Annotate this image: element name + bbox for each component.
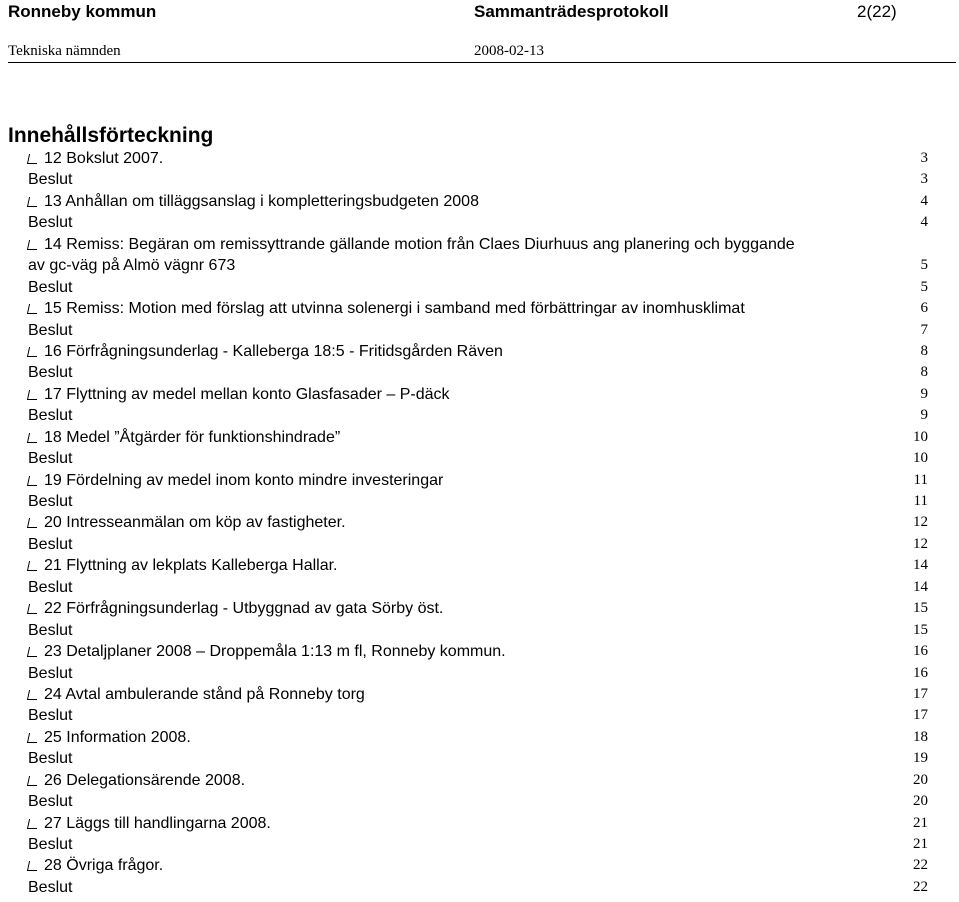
toc-entry-text xyxy=(28,341,503,362)
toc-entry-page: 14 xyxy=(913,557,928,574)
toc-entry-page: 15 xyxy=(913,621,928,638)
page-number: 2(22) xyxy=(857,2,897,21)
toc-section-entry[interactable] xyxy=(28,341,928,362)
toc-entry-label: 25 Information 2008. xyxy=(44,728,191,746)
toc-entry-label: Beslut xyxy=(28,878,73,896)
toc-entry-page: 5 xyxy=(920,278,928,295)
toc-section-entry[interactable] xyxy=(28,234,928,255)
section-mark-icon xyxy=(27,347,39,357)
toc-entry[interactable] xyxy=(28,320,928,341)
toc-entry-label: Beslut xyxy=(28,214,73,232)
toc-entry-label: Beslut xyxy=(28,750,73,768)
toc-section-entry[interactable] xyxy=(28,148,928,169)
toc-entry-text xyxy=(28,277,72,298)
document-type: Sammanträdesprotokoll xyxy=(474,2,669,21)
toc-entry-label: Beslut xyxy=(28,321,73,339)
toc-entry-label: 27 Läggs till handlingarna 2008. xyxy=(44,814,271,832)
toc-entry-label: 16 Förfrågningsunderlag - Kalleberga 18:5 - Fritidsgården Räven xyxy=(44,342,503,360)
toc-entry-page: 10 xyxy=(913,450,928,467)
toc-entry-text xyxy=(28,748,72,769)
toc-entry[interactable] xyxy=(28,705,928,726)
toc-entry-label: Beslut xyxy=(28,793,73,811)
toc-entry-label: 12 Bokslut 2007. xyxy=(44,150,164,167)
toc-entry-page: 22 xyxy=(913,857,928,874)
toc-section-entry[interactable] xyxy=(28,384,928,405)
toc-entry[interactable] xyxy=(28,834,928,855)
toc-section-entry[interactable] xyxy=(28,298,928,319)
toc-entry-label: av gc-väg på Almö vägnr 673 xyxy=(28,257,236,275)
toc-entry-text xyxy=(28,598,443,619)
toc-entry-page: 21 xyxy=(913,836,928,852)
toc-entry-label: 15 Remiss: Motion med förslag att utvinna solenergi i samband med förbättringar av inomhusklimat xyxy=(44,300,745,318)
toc-entry-page: 4 xyxy=(920,192,928,209)
toc-entry-page: 6 xyxy=(920,300,928,317)
table-of-contents xyxy=(28,148,928,898)
toc-entry[interactable] xyxy=(28,491,928,512)
toc-section-entry[interactable] xyxy=(28,598,928,619)
toc-entry-page: 5 xyxy=(920,257,928,274)
toc-entry-text xyxy=(28,470,443,491)
toc-entry-text xyxy=(28,877,72,898)
toc-entry-page: 15 xyxy=(913,600,928,617)
section-mark-icon xyxy=(27,733,39,743)
toc-entry-text xyxy=(28,684,365,705)
toc-entry-text xyxy=(28,384,450,405)
toc-entry-label: 28 Övriga frågor. xyxy=(44,857,164,875)
toc-entry-text xyxy=(28,791,72,812)
toc-entry[interactable] xyxy=(28,448,928,469)
toc-entry-label: Beslut xyxy=(28,407,73,425)
toc-entry-text xyxy=(28,427,340,448)
toc-entry-label: 24 Avtal ambulerande stånd på Ronneby torg xyxy=(44,685,365,703)
section-mark-icon xyxy=(27,819,39,829)
toc-entry-text xyxy=(28,320,72,341)
section-mark-icon xyxy=(27,240,39,250)
toc-entry-label: 17 Flyttning av medel mellan konto Glasfasader – P-däck xyxy=(44,385,450,403)
toc-entry-text xyxy=(28,212,72,233)
toc-entry-label: Beslut xyxy=(28,364,73,382)
toc-entry-page: 7 xyxy=(920,321,928,338)
toc-entry[interactable] xyxy=(28,169,928,190)
toc-entry-page: 22 xyxy=(913,878,928,895)
toc-section-entry[interactable] xyxy=(28,470,928,491)
toc-entry[interactable] xyxy=(28,791,928,812)
toc-section-entry[interactable] xyxy=(28,427,928,448)
section-mark-icon xyxy=(27,647,39,657)
toc-entry-page: 21 xyxy=(913,814,928,831)
toc-section-entry[interactable] xyxy=(28,813,928,834)
toc-entry-label: Beslut xyxy=(28,450,73,468)
toc-entry-text xyxy=(28,813,271,834)
toc-entry[interactable] xyxy=(28,877,928,898)
toc-entry-label: Beslut xyxy=(28,578,73,596)
toc-entry[interactable] xyxy=(28,255,928,276)
toc-entry-text xyxy=(28,191,479,212)
toc-section-entry[interactable] xyxy=(28,191,928,212)
toc-entry-label: Beslut xyxy=(28,621,73,639)
section-mark-icon xyxy=(27,197,39,207)
toc-entry-label: 13 Anhållan om tilläggsanslag i kompletteringsbudgeten 2008 xyxy=(44,192,479,210)
toc-entry-page: 16 xyxy=(913,643,928,660)
toc-entry-label: 20 Intresseanmälan om köp av fastigheter. xyxy=(44,514,346,532)
toc-entry-page: 20 xyxy=(913,771,928,788)
toc-entry-text xyxy=(28,234,795,255)
toc-entry[interactable] xyxy=(28,577,928,598)
toc-entry-text xyxy=(28,577,72,598)
toc-entry-page: 16 xyxy=(913,664,928,681)
toc-entry-page: 3 xyxy=(920,171,928,188)
toc-entry[interactable] xyxy=(28,277,928,298)
committee-name: Tekniska nämnden xyxy=(8,43,121,59)
toc-entry[interactable] xyxy=(28,748,928,769)
toc-entry-page: 19 xyxy=(913,750,928,767)
toc-entry-label: 21 Flyttning av lekplats Kalleberga Hallar. xyxy=(44,557,338,575)
toc-entry-text xyxy=(28,255,235,276)
section-mark-icon xyxy=(27,304,39,314)
toc-entry-page: 8 xyxy=(920,364,928,381)
toc-entry-label: Beslut xyxy=(28,278,73,296)
toc-entry-label: 22 Förfrågningsunderlag - Utbyggnad av gata Sörby öst. xyxy=(44,600,444,618)
organization-name: Ronneby kommun xyxy=(8,2,157,21)
toc-entry-label: 19 Fördelning av medel inom konto mindre investeringar xyxy=(44,471,444,489)
section-mark-icon xyxy=(27,776,39,786)
toc-entry-text xyxy=(28,555,338,576)
toc-entry-page: 17 xyxy=(913,685,928,702)
toc-entry-page: 9 xyxy=(920,385,928,402)
toc-entry-text xyxy=(28,148,163,169)
toc-entry-text xyxy=(28,362,72,383)
toc-entry-page: 9 xyxy=(920,407,928,424)
toc-entry-label: Beslut xyxy=(28,664,73,682)
toc-entry-text xyxy=(28,855,163,876)
toc-section-entry[interactable] xyxy=(28,770,928,791)
toc-entry-page: 8 xyxy=(920,342,928,359)
toc-entry-page: 20 xyxy=(913,793,928,810)
section-mark-icon xyxy=(27,154,39,164)
toc-entry-label: 26 Delegationsärende 2008. xyxy=(44,771,246,789)
toc-entry[interactable] xyxy=(28,362,928,383)
toc-entry-text xyxy=(28,491,72,512)
toc-section-entry[interactable] xyxy=(28,555,928,576)
meeting-date: 2008-02-13 xyxy=(474,43,544,59)
toc-entry-text xyxy=(28,534,72,555)
toc-entry-text xyxy=(28,834,72,855)
toc-entry-page: 18 xyxy=(913,728,928,745)
toc-entry-text xyxy=(28,727,191,748)
toc-entry-page: 17 xyxy=(913,707,928,724)
toc-section-entry[interactable] xyxy=(28,727,928,748)
toc-entry-page: 3 xyxy=(920,150,928,166)
header-divider xyxy=(8,62,956,63)
toc-entry-text xyxy=(28,298,745,319)
toc-entry-page: 11 xyxy=(913,493,928,509)
toc-entry-label: 14 Remiss: Begäran om remissyttrande gällande motion från Claes Diurhuus ang planering och byggande xyxy=(44,235,795,253)
toc-entry-page: 10 xyxy=(913,428,928,445)
toc-entry-text xyxy=(28,663,72,684)
document-subheader xyxy=(8,41,908,61)
toc-entry[interactable] xyxy=(28,534,928,555)
toc-section-entry[interactable] xyxy=(28,641,928,662)
toc-entry-text xyxy=(28,448,72,469)
toc-entry-page: 12 xyxy=(913,514,928,531)
toc-entry[interactable] xyxy=(28,212,928,233)
toc-entry-text xyxy=(28,405,72,426)
toc-entry-text xyxy=(28,641,506,662)
toc-entry[interactable] xyxy=(28,663,928,684)
toc-title: Innehållsförteckning xyxy=(8,124,214,147)
toc-section-entry[interactable] xyxy=(28,684,928,705)
toc-entry-text xyxy=(28,705,72,726)
section-mark-icon xyxy=(27,861,39,871)
toc-entry-label: 18 Medel ”Åtgärder för funktionshindrade” xyxy=(44,428,341,446)
section-mark-icon xyxy=(27,561,39,571)
toc-entry-page: 12 xyxy=(913,535,928,552)
section-mark-icon xyxy=(27,518,39,528)
section-mark-icon xyxy=(27,390,39,400)
toc-entry[interactable] xyxy=(28,405,928,426)
toc-entry-label: 23 Detaljplaner 2008 – Droppemåla 1:13 m fl, Ronneby kommun. xyxy=(44,643,506,661)
toc-entry-label: Beslut xyxy=(28,836,73,853)
toc-entry-page: 11 xyxy=(913,471,928,488)
section-mark-icon xyxy=(27,433,39,443)
section-mark-icon xyxy=(27,690,39,700)
toc-entry-label: Beslut xyxy=(28,171,73,189)
toc-entry-page: 4 xyxy=(920,214,928,231)
toc-section-entry[interactable] xyxy=(28,512,928,533)
toc-entry-text xyxy=(28,770,245,791)
toc-entry-page: 14 xyxy=(913,578,928,595)
toc-section-entry[interactable] xyxy=(28,855,928,876)
section-mark-icon xyxy=(27,476,39,486)
toc-entry-text xyxy=(28,169,72,190)
toc-entry-text xyxy=(28,620,72,641)
toc-entry-label: Beslut xyxy=(28,707,73,725)
toc-entry-text xyxy=(28,512,346,533)
toc-entry-label: Beslut xyxy=(28,535,73,553)
toc-entry-label: Beslut xyxy=(28,493,73,510)
toc-entry[interactable] xyxy=(28,620,928,641)
section-mark-icon xyxy=(27,604,39,614)
